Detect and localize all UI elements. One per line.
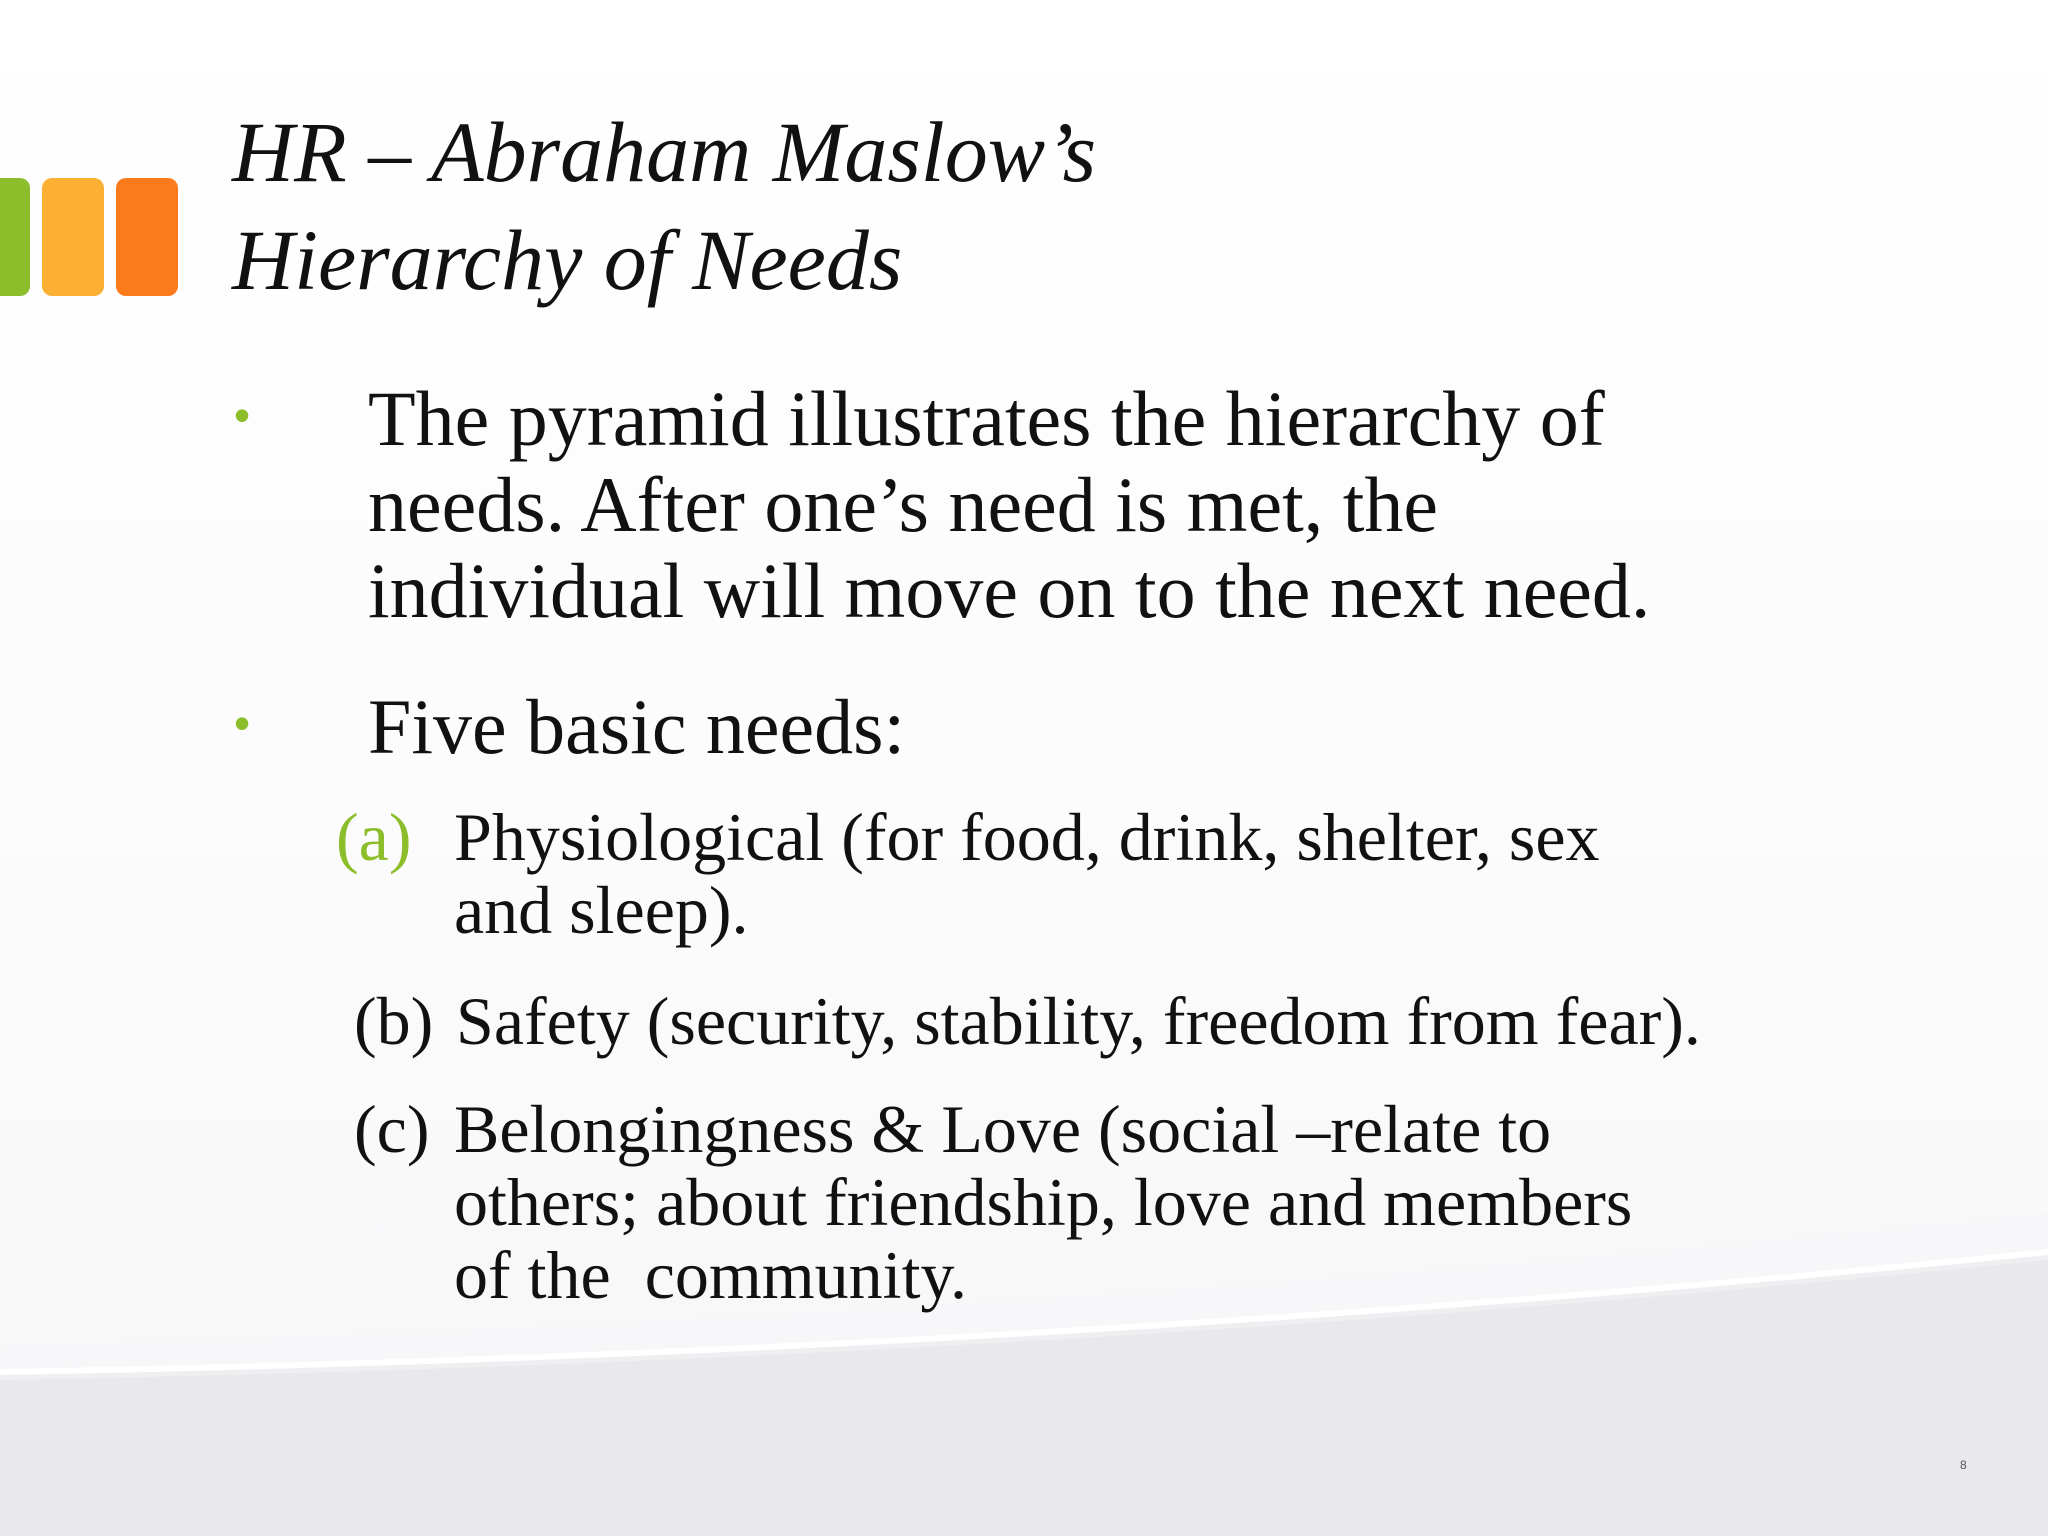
title-line-1: HR – Abraham Maslow’s — [232, 104, 1097, 200]
accent-bar-yellow — [42, 178, 104, 296]
sub-item-line: Physiological (for food, drink, shelter, sex — [454, 799, 1600, 875]
bullet-line: The pyramid illustrates the hierarchy of — [368, 375, 1605, 462]
title-line-2: Hierarchy of Needs — [232, 212, 903, 308]
sub-item-line: others; about friendship, love and members — [454, 1164, 1633, 1240]
sub-item-marker: (b) — [354, 983, 434, 1059]
bullet-line: needs. After one’s need is met, the — [368, 461, 1439, 548]
sub-item — [454, 801, 1600, 947]
bullet-item — [368, 376, 1650, 634]
accent-bar-orange — [116, 178, 178, 296]
sub-item-marker: (c) — [354, 1091, 430, 1167]
bullet-line: Five basic needs: — [368, 683, 906, 770]
sub-item-marker: (a) — [336, 799, 412, 875]
sub-item — [456, 985, 1701, 1058]
bullet-dot-icon: • — [234, 697, 251, 749]
page-number: 8 — [1960, 1458, 1967, 1472]
sub-item-line: of the community. — [454, 1237, 968, 1313]
sub-item-line: Safety (security, stability, freedom from fear). — [456, 983, 1701, 1059]
accent-bar-green — [0, 178, 30, 296]
bullet-dot-icon: • — [234, 389, 251, 441]
bullet-item — [368, 684, 905, 770]
sub-item-line: and sleep). — [454, 872, 749, 948]
slide-title — [232, 98, 1732, 314]
bullet-line: individual will move on to the next need. — [368, 547, 1651, 634]
sub-item-line: Belongingness & Love (social –relate to — [454, 1091, 1552, 1167]
sub-item — [454, 1093, 1632, 1312]
